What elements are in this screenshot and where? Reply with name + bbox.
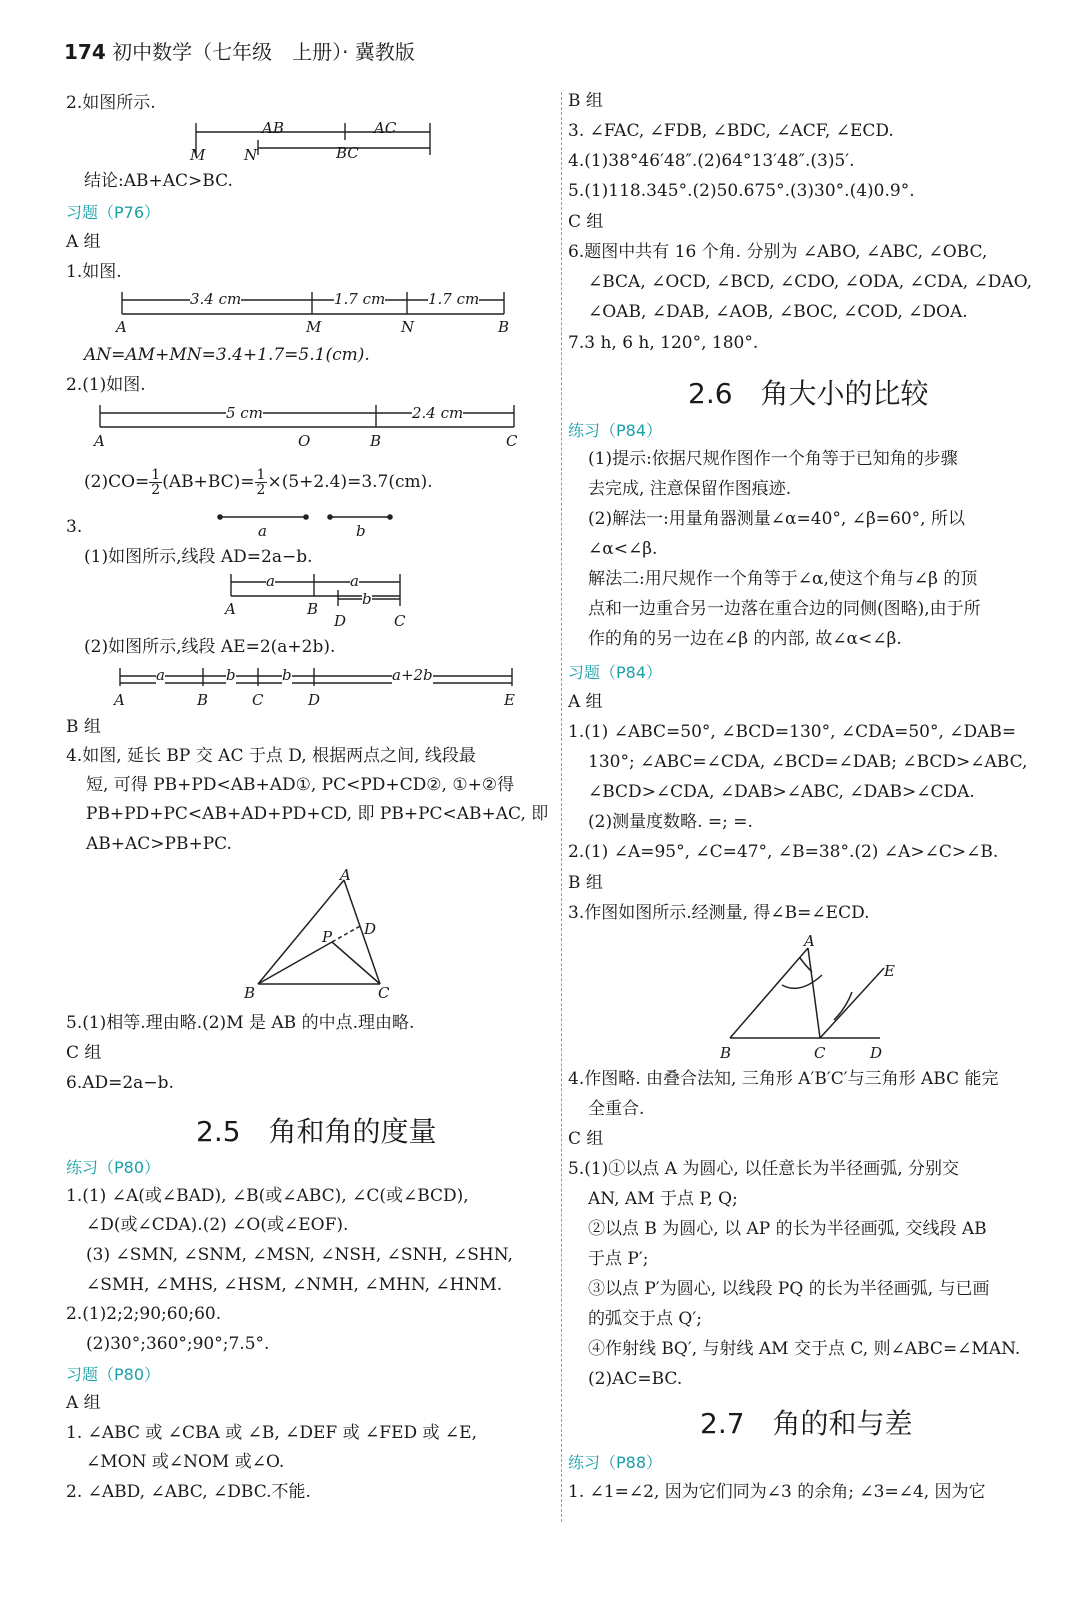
an-formula: AN=AM+MN=3.4+1.7=5.1(cm). (84, 345, 370, 365)
ex84-3: 3.作图如图所示.经测量, 得∠B=∠ECD. (568, 903, 870, 923)
fig5-pa: A (225, 600, 236, 618)
p84-1-l2: 去完成, 注意保留作图痕迹. (588, 479, 792, 499)
dim-1-7a: 1.7 cm (334, 290, 386, 308)
figure-segments-6 (120, 668, 512, 686)
p84-2-l2: ∠α<∠β. (588, 539, 658, 559)
fig5-a2: a (350, 572, 359, 590)
p80-2-l1: 2.(1)2;2;90;60;60. (66, 1304, 222, 1324)
fig6-pb: B (197, 691, 209, 709)
tri-a: A (340, 866, 351, 884)
pt-a3: A (94, 432, 105, 450)
ex-3-1: (1)如图所示,线段 AD=2a−b. (84, 547, 313, 567)
group-a-2: A 组 (66, 1393, 101, 1413)
answer-2: 2.如图所示. (66, 93, 156, 113)
conclusion: 结论:AB+AC>BC. (84, 171, 233, 191)
label-m: M (190, 146, 206, 164)
c-b: B (720, 1044, 732, 1062)
group-a: A 组 (66, 232, 101, 252)
ex84-5-l8: (2)AC=BC. (588, 1369, 683, 1389)
fig6-b1: b (226, 666, 236, 684)
ex-4-l3: PB+PD+PC<AB+AD+PD+CD, 即 PB+PC<AB+AC, 即 (86, 804, 549, 824)
p84-1-l1: (1)提示:依据尺规作图作一个角等于已知角的步骤 (588, 449, 958, 469)
pt-c3: C (506, 432, 518, 450)
r-ex-7: 7.3 h, 6 h, 120°, 180°. (568, 333, 759, 353)
figure-segments-4 (218, 515, 392, 519)
ex84-1-l1: 1.(1) ∠ABC=50°, ∠BCD=130°, ∠CDA=50°, ∠DAB= (568, 722, 1017, 742)
figure-triangle (258, 880, 380, 984)
pt-o: O (298, 432, 311, 450)
label-n: N (244, 146, 258, 164)
exercise-tag-p80: 习题（P80） (66, 1365, 161, 1384)
tri-b: B (244, 984, 256, 1002)
p84-2-l3: 解法二:用尺规作一个角等于∠α,使这个角与∠β 的顶 (588, 569, 978, 589)
r-ex-6-l1: 6.题图中共有 16 个角. 分别为 ∠ABO, ∠ABC, ∠OBC, (568, 242, 988, 262)
ex84-4-l1: 4.作图略. 由叠合法知, 三角形 A′B′C′与三角形 ABC 能完 (568, 1069, 999, 1089)
label-ac: AC (374, 119, 397, 137)
ex-3: 3. (66, 517, 83, 537)
dim-5: 5 cm (226, 404, 263, 422)
practice-tag-p88: 练习（P88） (568, 1453, 663, 1472)
fig5-pb: B (307, 600, 319, 618)
ex84-5-l5: ③以点 P′为圆心, 以线段 PQ 的长为半径画弧, 与已画 (588, 1279, 990, 1299)
co-formula (84, 468, 433, 497)
ex84-1-l2: 130°; ∠ABC=∠CDA, ∠BCD=∠DAB; ∠BCD>∠ABC, (588, 752, 1028, 772)
fig6-pd: D (308, 691, 321, 709)
p84-2-l1: (2)解法一:用量角器测量∠α=40°, ∠β=60°, 所以 (588, 509, 965, 529)
co-part2: (AB+BC)= (162, 472, 255, 492)
ex-1: 1.如图. (66, 262, 122, 282)
p84-2-l4: 点和一边重合另一边落在重合边的同侧(图略),由于所 (588, 599, 981, 619)
ex80-2: 2. ∠ABD, ∠ABC, ∠DBC.不能. (66, 1482, 311, 1502)
fraction-half-2 (255, 468, 268, 497)
figure-construction (730, 948, 884, 1038)
ex-4-l4: AB+AC>PB+PC. (86, 834, 232, 854)
page-number: 174 (64, 40, 106, 64)
section-2-5: 2.5 角和角的度量 (196, 1115, 437, 1148)
c-d: D (870, 1044, 883, 1062)
r-group-b-2: B 组 (568, 873, 603, 893)
r-ex-5: 5.(1)118.345°.(2)50.675°.(3)30°.(4)0.9°. (568, 181, 915, 201)
ex-3-2: (2)如图所示,线段 AE=2(a+2b). (84, 637, 336, 657)
section-2-7: 2.7 角的和与差 (700, 1407, 913, 1440)
fig6-a2b: a+2b (392, 666, 433, 684)
ex84-5-l3: ②以点 B 为圆心, 以 AP 的长为半径画弧, 交线段 AB (588, 1219, 987, 1239)
frac-num-2: 1 (256, 467, 266, 483)
r-group-c-2: C 组 (568, 1129, 604, 1149)
exercise-tag-p84: 习题（P84） (568, 663, 663, 682)
frac-den-2: 2 (256, 482, 266, 498)
pt-n: N (401, 318, 415, 336)
r-ex-3: 3. ∠FAC, ∠FDB, ∠BDC, ∠ACF, ∠ECD. (568, 121, 894, 141)
ex84-5-l4: 于点 P′; (588, 1249, 649, 1269)
ex-4-l1: 4.如图, 延长 BP 交 AC 于点 D, 根据两点之间, 线段最 (66, 746, 476, 766)
fig6-pe: E (504, 691, 515, 709)
r-ex-6-l3: ∠OAB, ∠DAB, ∠AOB, ∠BOC, ∠COD, ∠DOA. (588, 302, 968, 322)
tri-p: P (322, 928, 333, 946)
ex80-1-l1: 1. ∠ABC 或 ∠CBA 或 ∠B, ∠DEF 或 ∠FED 或 ∠E, (66, 1423, 477, 1443)
dim-3-4: 3.4 cm (190, 290, 242, 308)
fig5-b: b (362, 590, 372, 608)
section-2-6: 2.6 角大小的比较 (688, 377, 929, 410)
practice-tag-p84: 练习（P84） (568, 421, 663, 440)
practice-tag-p80: 练习（P80） (66, 1158, 161, 1177)
fraction-half (149, 468, 162, 497)
c-a: A (804, 932, 815, 950)
r-group-c: C 组 (568, 212, 604, 232)
ex84-1-l3: ∠BCD>∠CDA, ∠DAB>∠ABC, ∠DAB>∠CDA. (588, 782, 975, 802)
ex84-5-l6: 的弧交于点 Q′; (588, 1309, 702, 1329)
ex-6: 6.AD=2a−b. (66, 1073, 174, 1093)
co-part1: (2)CO= (84, 472, 150, 492)
frac-den: 2 (151, 482, 161, 498)
ex84-2: 2.(1) ∠A=95°, ∠C=47°, ∠B=38°.(2) ∠A>∠C>∠B. (568, 842, 999, 862)
fig5-pd: D (334, 612, 347, 630)
tri-d: D (364, 920, 377, 938)
seg-b-label: b (356, 522, 366, 540)
p80-1-l2: ∠D(或∠CDA).(2) ∠O(或∠EOF). (86, 1215, 349, 1235)
fig6-pa: A (114, 691, 125, 709)
label-ab: AB (262, 119, 284, 137)
dim-1-7b: 1.7 cm (428, 290, 480, 308)
p80-1-l3: (3) ∠SMN, ∠SNM, ∠MSN, ∠NSH, ∠SNH, ∠SHN, (86, 1245, 513, 1265)
ex84-4-l2: 全重合. (588, 1099, 645, 1119)
fig6-a: a (156, 666, 165, 684)
ex84-5-l2: AN, AM 于点 P, Q; (588, 1189, 738, 1209)
ex-5: 5.(1)相等.理由略.(2)M 是 AB 的中点.理由略. (66, 1013, 415, 1033)
seg-a-label: a (258, 522, 267, 540)
r-group-a: A 组 (568, 692, 603, 712)
r-group-b: B 组 (568, 91, 603, 111)
label-bc: BC (336, 144, 359, 162)
c-c: C (814, 1044, 826, 1062)
tri-c: C (378, 984, 390, 1002)
dim-2-4: 2.4 cm (412, 404, 464, 422)
p84-2-l5: 作的角的另一边在∠β 的内部, 故∠α<∠β. (588, 629, 902, 649)
fig6-b2: b (282, 666, 292, 684)
p80-1-l4: ∠SMH, ∠MHS, ∠HSM, ∠NMH, ∠MHN, ∠HNM. (86, 1275, 503, 1295)
p80-2-l2: (2)30°;360°;90°;7.5°. (86, 1334, 270, 1354)
pt-m: M (306, 318, 322, 336)
r-ex-6-l2: ∠BCA, ∠OCD, ∠BCD, ∠CDO, ∠ODA, ∠CDA, ∠DAO, (588, 272, 1033, 292)
p88-1: 1. ∠1=∠2, 因为它们同为∠3 的余角; ∠3=∠4, 因为它 (568, 1482, 986, 1502)
ex84-5-l1: 5.(1)①以点 A 为圆心, 以任意长为半径画弧, 分别交 (568, 1159, 959, 1179)
pt-b3: B (370, 432, 382, 450)
c-e: E (884, 962, 895, 980)
p80-1-l1: 1.(1) ∠A(或∠BAD), ∠B(或∠ABC), ∠C(或∠BCD), (66, 1186, 469, 1206)
fig5-pc: C (394, 612, 406, 630)
fig5-a1: a (266, 572, 275, 590)
r-ex-4: 4.(1)38°46′48″.(2)64°13′48″.(3)5′. (568, 151, 855, 171)
ex84-1-l4: (2)测量度数略. =; =. (588, 812, 753, 832)
exercise-tag-p76: 习题（P76） (66, 203, 161, 222)
pt-a: A (116, 318, 127, 336)
fig6-pc: C (252, 691, 264, 709)
frac-num: 1 (151, 467, 161, 483)
ex80-1-l2: ∠MON 或∠NOM 或∠O. (86, 1452, 285, 1472)
pt-b: B (498, 318, 510, 336)
ex-2: 2.(1)如图. (66, 375, 146, 395)
co-part3: ×(5+2.4)=3.7(cm). (267, 472, 433, 492)
ex-4-l2: 短, 可得 PB+PD<AB+AD①, PC<PD+CD②, ①+②得 (86, 775, 515, 795)
group-b: B 组 (66, 717, 101, 737)
book-title: 初中数学（七年级 上册）· 冀教版 (112, 40, 415, 64)
ex84-5-l7: ④作射线 BQ′, 与射线 AM 交于点 C, 则∠ABC=∠MAN. (588, 1339, 1021, 1359)
group-c: C 组 (66, 1043, 102, 1063)
